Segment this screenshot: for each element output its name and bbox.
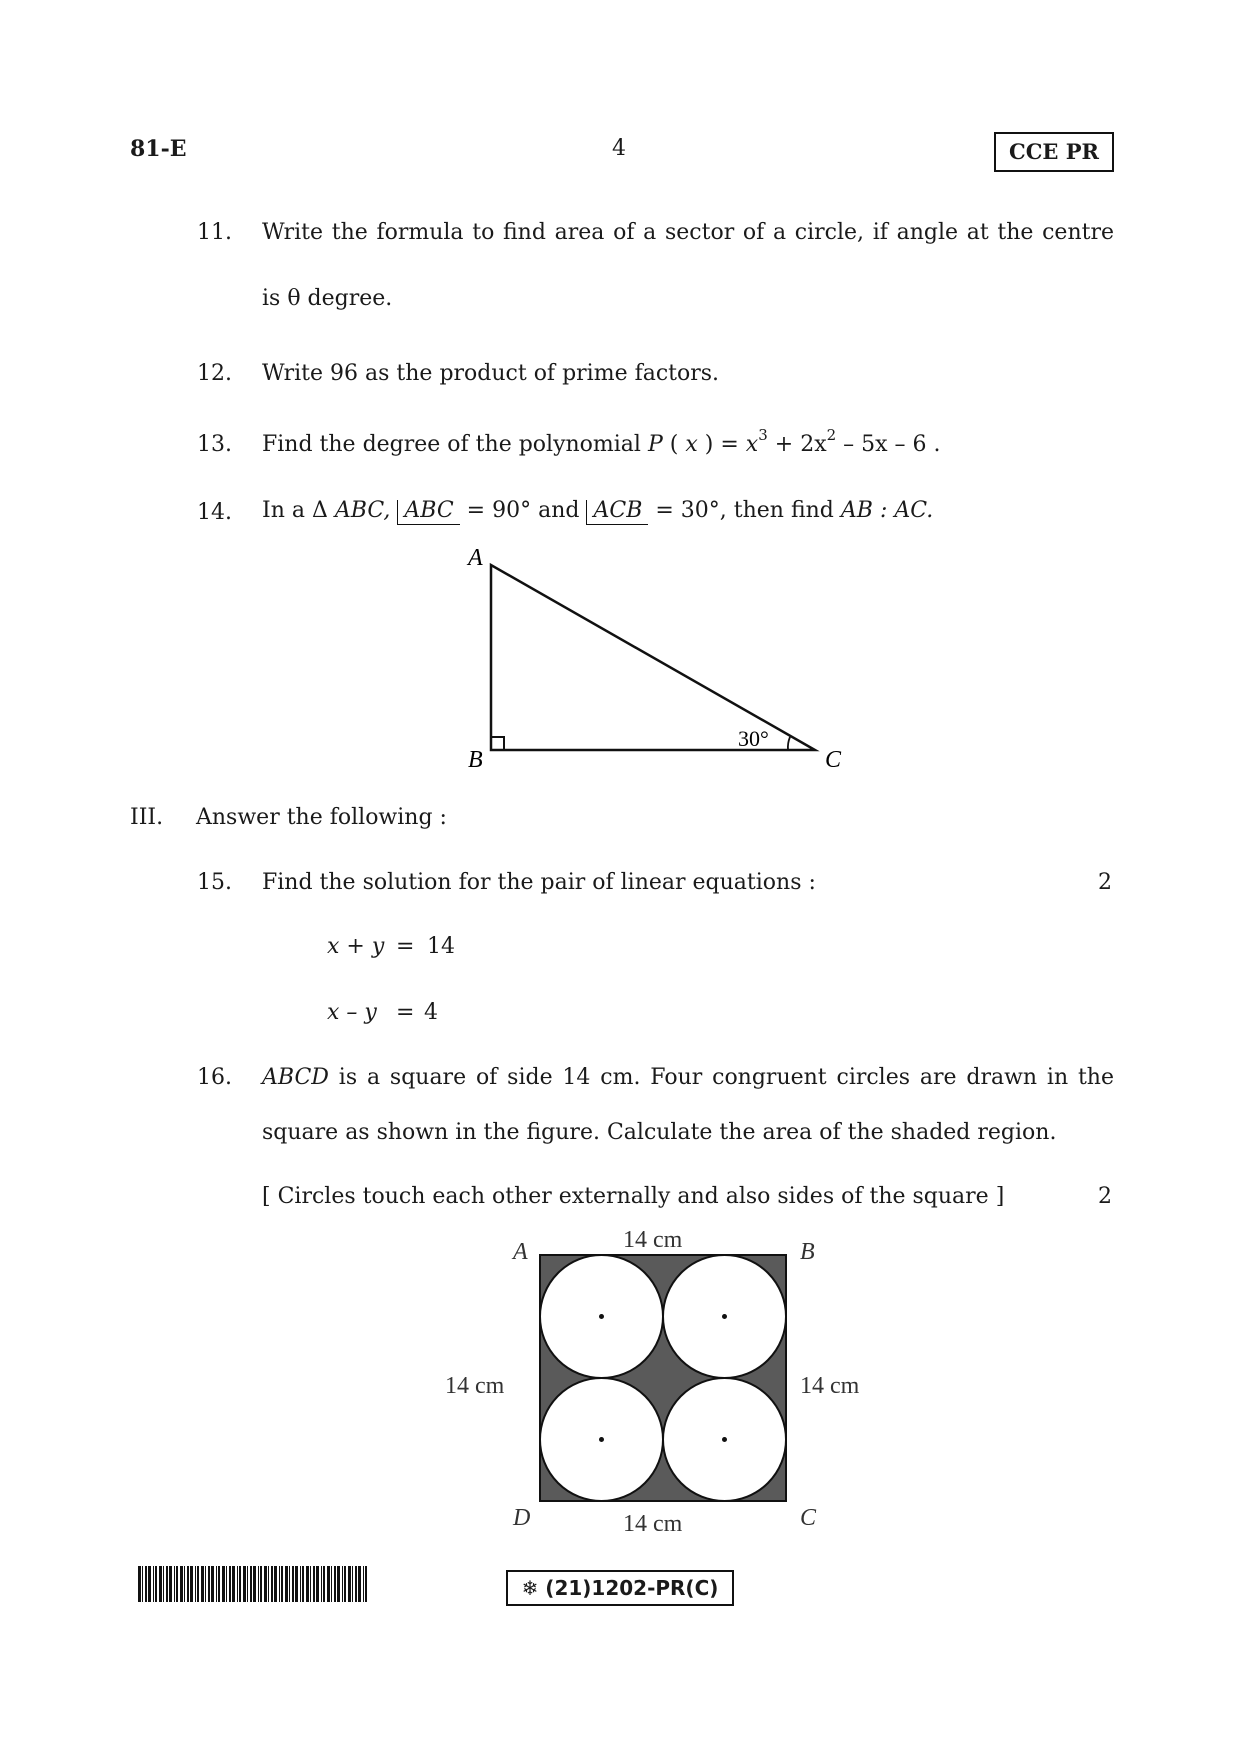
barcode-bar <box>289 1566 290 1602</box>
barcode-bar <box>337 1566 340 1602</box>
barcode-bar <box>201 1566 204 1602</box>
barcode-bar <box>232 1566 235 1602</box>
eq2-lhs: x – y <box>327 1000 377 1025</box>
barcode-bar <box>306 1566 309 1602</box>
q12-number: 12. <box>197 361 232 386</box>
q15-text: Find the solution for the pair of linear equations : <box>262 870 816 895</box>
square-label-a: A <box>513 1239 528 1265</box>
right-angle-marker <box>491 737 504 750</box>
barcode-bar <box>358 1566 361 1602</box>
q16-line3: [ Circles touch each other externally and also sides of the square ] <box>262 1184 1005 1209</box>
barcode-bar <box>187 1566 189 1602</box>
barcode-bar <box>268 1566 269 1602</box>
square-label-b: B <box>800 1239 815 1265</box>
barcode-bar <box>310 1566 311 1602</box>
barcode-bar <box>243 1566 246 1602</box>
q15-marks: 2 <box>1098 870 1112 895</box>
barcode-bar <box>222 1566 225 1602</box>
barcode-bar <box>138 1566 141 1602</box>
dim-bottom: 14 cm <box>623 1511 683 1537</box>
centre-dot-top-left <box>599 1314 604 1319</box>
barcode-bar <box>300 1566 301 1602</box>
barcode-bar <box>155 1566 157 1602</box>
dim-left: 14 cm <box>445 1373 505 1399</box>
angle-arc-c <box>788 737 790 750</box>
barcode-bar <box>237 1566 238 1602</box>
centre-dot-bottom-left <box>599 1437 604 1442</box>
barcode-bar <box>169 1566 172 1602</box>
q13-text: Find the degree of the polynomial P ( x ) = $x^3 + 2x^2 - 5x - 6$ . <box>262 426 941 457</box>
q13-x1: x <box>745 432 759 457</box>
barcode-bar <box>142 1566 143 1602</box>
barcode-bar <box>316 1566 319 1602</box>
q16-abcd: ABCD <box>262 1065 329 1090</box>
centre-dot-bottom-right <box>722 1437 727 1442</box>
dim-top: 14 cm <box>623 1227 683 1253</box>
barcode-bar <box>260 1566 262 1602</box>
barcode-bar <box>352 1566 353 1602</box>
barcode-bar <box>331 1566 332 1602</box>
barcode-bar <box>145 1566 147 1602</box>
q13-number: 13. <box>197 432 232 457</box>
barcode-bar <box>180 1566 183 1602</box>
q13-eq: = <box>720 432 739 457</box>
barcode-bar <box>148 1566 151 1602</box>
barcode-bar <box>292 1566 294 1602</box>
barcode-bar <box>247 1566 248 1602</box>
q14-abc: ABC, <box>334 498 391 523</box>
angle-label-30: 30° <box>738 726 769 751</box>
barcode-bar <box>163 1566 164 1602</box>
barcode-bar <box>295 1566 298 1602</box>
barcode-bar <box>264 1566 267 1602</box>
section-heading: Answer the following : <box>196 805 447 830</box>
q16-marks: 2 <box>1098 1184 1112 1209</box>
eq1-rhs: 14 <box>427 934 455 959</box>
q12-text: Write 96 as the product of prime factors. <box>262 361 720 386</box>
series-box: CCE PR <box>994 132 1114 172</box>
barcode <box>138 1566 370 1602</box>
barcode-bar <box>271 1566 273 1602</box>
q14-number: 14. <box>197 500 232 525</box>
barcode-bar <box>153 1566 154 1602</box>
barcode-bar <box>190 1566 193 1602</box>
q14-t2: = 90° and <box>466 498 580 523</box>
barcode-bar <box>281 1566 283 1602</box>
q16-line2: square as shown in the figure. Calculate the area of the shaded region. <box>262 1120 1057 1145</box>
triangle-label-c: C <box>825 747 842 773</box>
triangle-label-a: A <box>468 545 483 571</box>
barcode-bar <box>342 1566 343 1602</box>
dim-right: 14 cm <box>800 1373 860 1399</box>
q16-number: 16. <box>197 1065 232 1090</box>
barcode-bar <box>195 1566 196 1602</box>
q16-line1 <box>262 1065 1114 1090</box>
q11-line1: Write the formula to find area of a sector of a circle, if angle at the centre <box>262 220 1114 245</box>
q11-number: 11. <box>197 220 232 245</box>
barcode-bar <box>334 1566 336 1602</box>
barcode-bar <box>285 1566 288 1602</box>
square-circles-figure <box>430 1225 880 1545</box>
barcode-bar <box>313 1566 315 1602</box>
barcode-bar <box>229 1566 231 1602</box>
barcode-bar <box>211 1566 214 1602</box>
barcode-bar <box>218 1566 220 1602</box>
barcode-bar <box>302 1566 304 1602</box>
square-label-d: D <box>513 1505 531 1531</box>
triangle-label-b: B <box>468 747 483 773</box>
q13-x: x <box>685 432 698 457</box>
q13-rest: – 5x – 6 . <box>843 432 941 457</box>
q13-p: P <box>647 432 663 457</box>
q13-plus2x: + 2x <box>774 432 827 457</box>
square-label-c: C <box>800 1505 817 1531</box>
eq2-rhs: 4 <box>424 1000 438 1025</box>
barcode-bar <box>258 1566 259 1602</box>
barcode-bar <box>365 1566 367 1602</box>
barcode-bar <box>348 1566 351 1602</box>
footer-code: ❄ (21)1202-PR(C) <box>506 1570 734 1606</box>
barcode-bar <box>166 1566 168 1602</box>
q14-text <box>262 498 933 525</box>
triangle-figure <box>455 535 855 775</box>
q13-exp2: 2 <box>826 426 837 444</box>
q14-t3: = 30°, then find <box>655 498 834 523</box>
barcode-bar <box>323 1566 325 1602</box>
q13-prefix: Find the degree of the polynomial <box>262 432 641 457</box>
barcode-bar <box>239 1566 241 1602</box>
q13-exp3: 3 <box>758 426 768 444</box>
paper-code: 81-E <box>130 136 187 162</box>
q16-line1-text: is a square of side 14 cm. Four congruent circles are drawn in the <box>338 1065 1114 1090</box>
q14-angle-acb: ACB <box>586 500 648 525</box>
q14-angle-abc: ABC <box>397 500 459 525</box>
barcode-bar <box>344 1566 346 1602</box>
barcode-bar <box>327 1566 330 1602</box>
q14-ratio: AB : AC. <box>840 498 934 523</box>
barcode-bar <box>159 1566 162 1602</box>
barcode-bar <box>355 1566 357 1602</box>
barcode-bar <box>205 1566 206 1602</box>
section-number: III. <box>130 805 164 830</box>
q11-line2: is θ degree. <box>262 286 393 311</box>
eq2-sign: = <box>396 1000 415 1025</box>
barcode-bar <box>226 1566 227 1602</box>
barcode-bar <box>253 1566 256 1602</box>
barcode-bar <box>321 1566 322 1602</box>
barcode-bar <box>174 1566 175 1602</box>
eq1-sign: = <box>396 934 415 959</box>
barcode-bar <box>274 1566 277 1602</box>
barcode-bar <box>184 1566 185 1602</box>
barcode-bar <box>197 1566 199 1602</box>
barcode-bar <box>279 1566 280 1602</box>
triangle-abc <box>491 565 815 750</box>
barcode-bar <box>216 1566 217 1602</box>
eq1-lhs: x + y <box>327 934 385 959</box>
barcode-bar <box>208 1566 210 1602</box>
page-number: 4 <box>612 136 626 161</box>
barcode-bar <box>176 1566 178 1602</box>
barcode-bar <box>250 1566 252 1602</box>
q14-t1: In a Δ <box>262 498 328 523</box>
barcode-bar <box>363 1566 364 1602</box>
centre-dot-top-right <box>722 1314 727 1319</box>
q15-number: 15. <box>197 870 232 895</box>
